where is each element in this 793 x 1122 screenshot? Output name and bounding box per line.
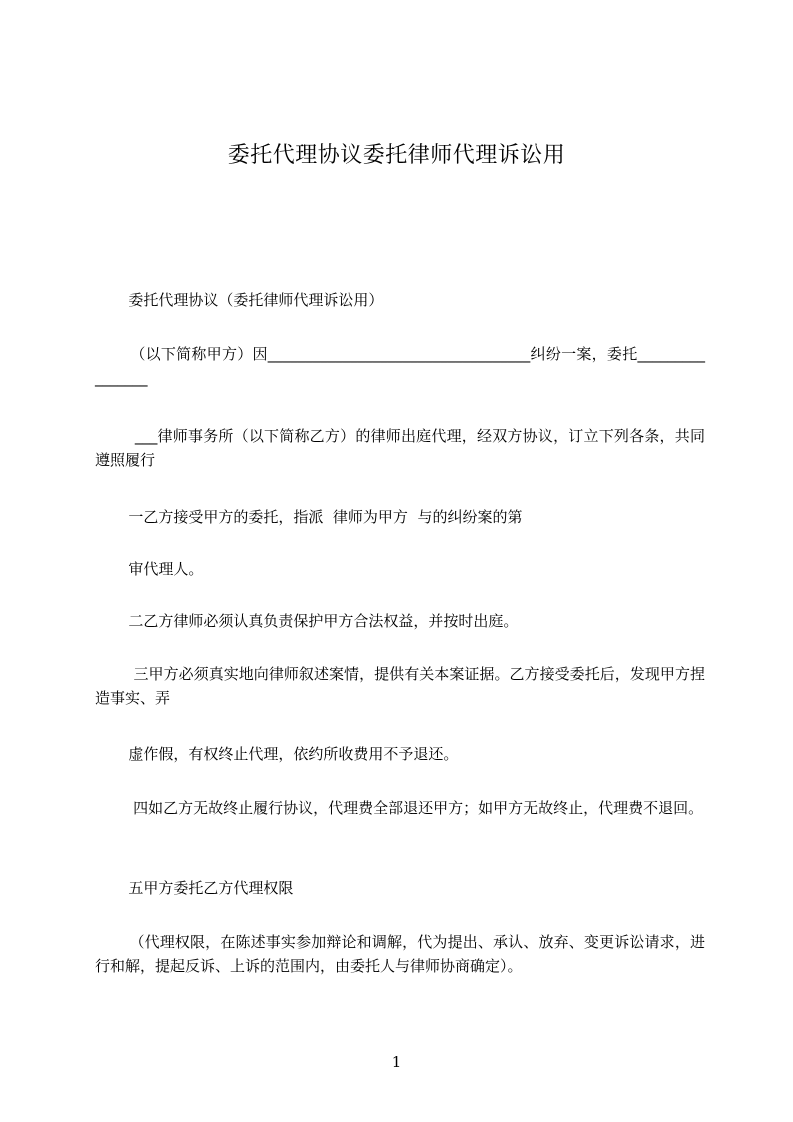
paragraph-heading: 委托代理协议（委托律师代理诉讼用） [95, 291, 384, 309]
page-number: 1 [391, 1053, 402, 1071]
paragraph-agency: ___律师事务所（以下简称乙方）的律师出庭代理，经双方协议，订立下列各条，共同遵照履行 [95, 427, 705, 469]
clause-2: 二乙方律师必须认真负责保护甲方合法权益，并按时出庭。 [95, 612, 519, 630]
clause-4: 四如乙方无故终止履行协议，代理费全部退还甲方；如甲方无故终止，代理费不退回。 [95, 799, 704, 817]
document-title: 委托代理协议委托律师代理诉讼用 [227, 143, 566, 168]
clause-3-cont: 虚作假，有权终止代理，依约所收费用不予退还。 [95, 745, 459, 763]
clause-1-cont: 审代理人。 [95, 560, 204, 578]
clause-5: 五甲方委托乙方代理权限 [95, 879, 294, 897]
paragraph-parties: （以下简称甲方）因___________________________________纠纷一案，委托________________ [95, 345, 705, 387]
clause-5-scope: （代理权限，在陈述事实参加辩论和调解，代为提出、承认、放弃、变更诉讼请求，进行和解，提起反诉、上诉的范围内，由委托人与律师协商确定）。 [95, 933, 705, 975]
clause-3: 三甲方必须真实地向律师叙述案情，提供有关本案证据。乙方接受委托后，发现甲方捏造事实、弄 [95, 665, 705, 707]
clause-1: 一乙方接受甲方的委托，指派 律师为甲方 与的纠纷案的第 [95, 508, 523, 526]
